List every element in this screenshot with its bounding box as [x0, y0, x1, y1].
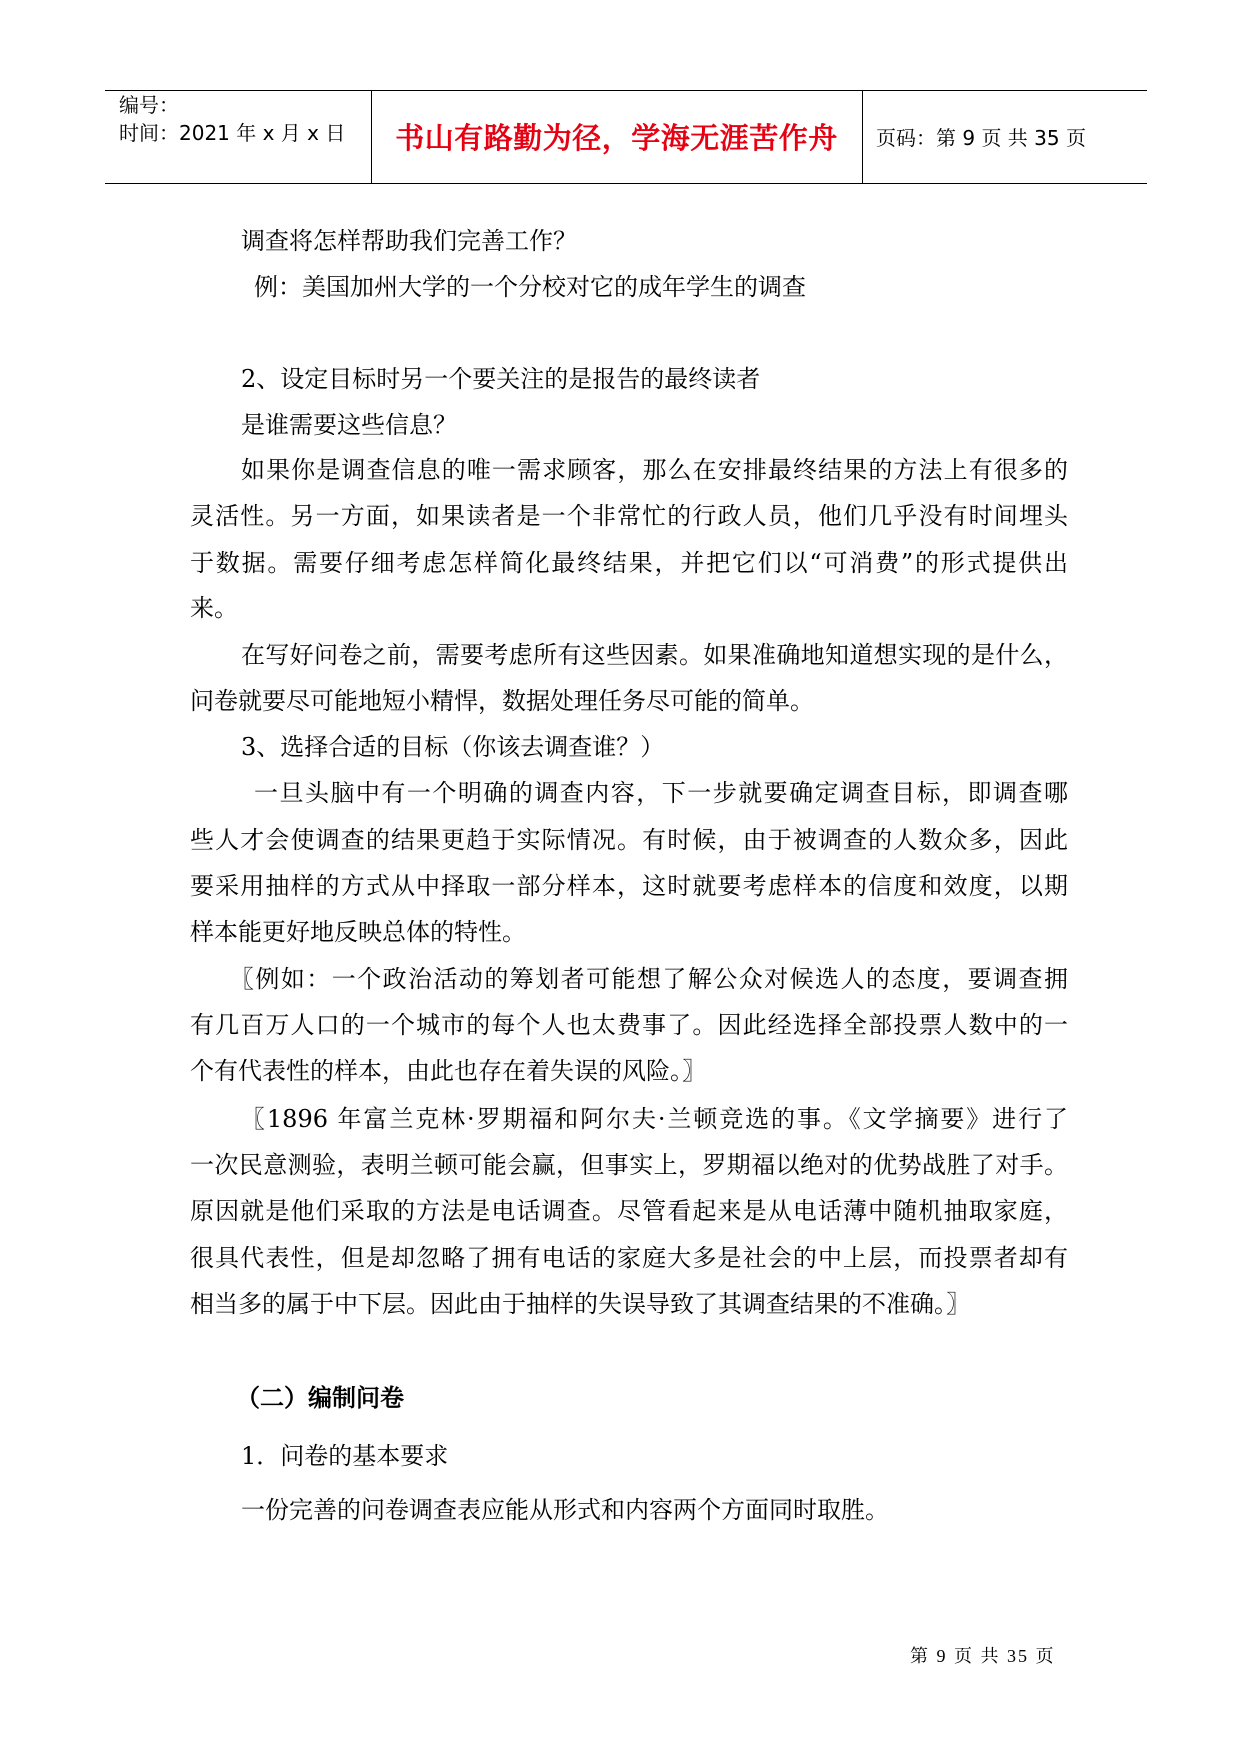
- body-line: 调查将怎样帮助我们完善工作？: [241, 227, 577, 255]
- page-footer-number: 第 9 页 共 35 页: [910, 1646, 1056, 1666]
- body-line: 一旦头脑中有一个明确的调查内容，下一步就要确定调查目标，即调查哪: [254, 779, 1068, 807]
- header-divider-right: [862, 90, 863, 183]
- body-line: 在写好问卷之前，需要考虑所有这些因素。如果准确地知道想实现的是什么，: [241, 641, 1068, 669]
- body-line: 个有代表性的样本，由此也存在着失误的风险。〗: [190, 1057, 706, 1085]
- subsection-title: 1．问卷的基本要求: [241, 1442, 449, 1470]
- section-heading: （二）编制问卷: [236, 1384, 404, 1412]
- header-page-info: 页码：第 9 页 共 35 页: [876, 126, 1086, 150]
- header-motto: 书山有路勤为径，学海无涯苦作舟: [395, 121, 838, 155]
- body-line: 问卷就要尽可能地短小精悍，数据处理任务尽可能的简单。: [190, 687, 814, 715]
- body-line: 〖例如：一个政治活动的筹划者可能想了解公众对候选人的态度，要调查拥: [230, 965, 1068, 993]
- body-line: 原因就是他们采取的方法是电话调查。尽管看起来是从电话薄中随机抽取家庭，: [190, 1197, 1068, 1225]
- body-line: 要采用抽样的方式从中择取一部分样本，这时就要考虑样本的信度和效度，以期: [190, 872, 1068, 900]
- body-line: 灵活性。另一方面，如果读者是一个非常忙的行政人员，他们几乎没有时间埋头: [190, 502, 1068, 530]
- body-line: 有几百万人口的一个城市的每个人也太费事了。因此经选择全部投票人数中的一: [190, 1011, 1068, 1039]
- time-label: 时间：2021 年 x 月 x 日: [119, 121, 346, 145]
- body-line: 是谁需要这些信息？: [241, 411, 457, 439]
- body-line: 如果你是调查信息的唯一需求顾客，那么在安排最终结果的方法上有很多的: [241, 456, 1068, 484]
- header-top-rule: [105, 90, 1147, 91]
- header-bottom-rule: [105, 183, 1147, 184]
- body-line: 2、设定目标时另一个要关注的是报告的最终读者: [241, 365, 761, 393]
- body-line: 相当多的属于中下层。因此由于抽样的失误导致了其调查结果的不准确。〗: [190, 1290, 970, 1318]
- body-line: 来。: [190, 594, 238, 622]
- body-line: 一次民意测验，表明兰顿可能会赢，但事实上，罗期福以绝对的优势战胜了对手。: [190, 1151, 1068, 1179]
- body-line: 一份完善的问卷调查表应能从形式和内容两个方面同时取胜。: [241, 1496, 889, 1524]
- body-line: 例：美国加州大学的一个分校对它的成年学生的调查: [254, 273, 806, 301]
- body-line: 很具代表性，但是却忽略了拥有电话的家庭大多是社会的中上层，而投票者却有: [190, 1244, 1068, 1272]
- body-line: 样本能更好地反映总体的特性。: [190, 918, 526, 946]
- serial-number-label: 编号：: [119, 93, 179, 117]
- body-line: 3、选择合适的目标（你该去调查谁？）: [241, 733, 665, 761]
- body-line: 于数据。需要仔细考虑怎样简化最终结果，并把它们以“可消费”的形式提供出: [190, 549, 1068, 577]
- body-line: 〖1896 年富兰克林·罗期福和阿尔夫·兰顿竞选的事。《文学摘要》进行了: [241, 1105, 1068, 1133]
- body-line: 些人才会使调查的结果更趋于实际情况。有时候，由于被调查的人数众多，因此: [190, 826, 1068, 854]
